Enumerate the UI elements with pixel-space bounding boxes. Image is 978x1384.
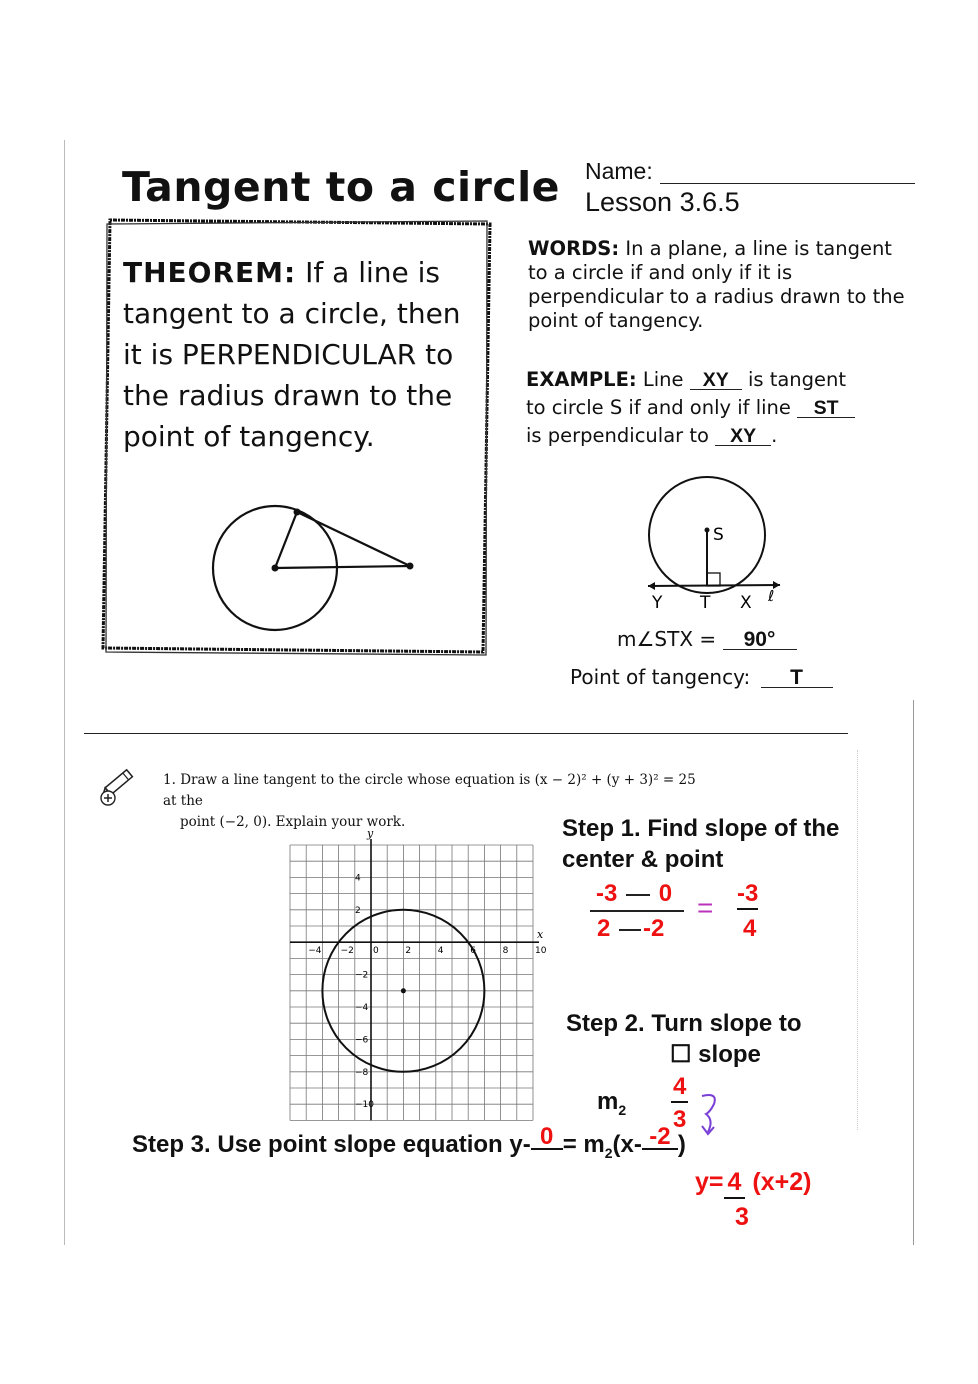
step1-denominator xyxy=(597,915,664,943)
answer-prefix: y= xyxy=(695,1168,724,1196)
graph-grid xyxy=(290,845,533,1120)
step1-result-num: -3 xyxy=(737,880,758,910)
step1-n2: 0 xyxy=(658,880,673,907)
right-border xyxy=(913,700,914,1245)
step3-blank-1[interactable]: 0 xyxy=(531,1126,563,1150)
step1-line-2: center & point xyxy=(562,846,724,873)
x-tick-label: 2 xyxy=(405,946,412,957)
step3-mid-2: (x- xyxy=(612,1131,642,1158)
step3-sub: 2 xyxy=(604,1144,613,1161)
example-text-1: Line xyxy=(642,368,684,391)
angle-label: m∠STX = xyxy=(617,627,717,651)
tangency-label: Point of tangency: xyxy=(570,665,751,689)
y-tick-label: −10 xyxy=(355,1100,374,1111)
example-blank-1[interactable]: XY xyxy=(690,371,742,390)
example-blank-3[interactable]: XY xyxy=(715,427,771,446)
words-label: WORDS: xyxy=(528,237,620,260)
example-text-2: is tangent xyxy=(747,368,847,391)
tangency-dot xyxy=(294,509,301,516)
answer-post: (x+2) xyxy=(752,1168,812,1196)
step1-heading xyxy=(562,813,839,875)
step1-n1: -3 xyxy=(596,880,618,907)
tangent-line xyxy=(297,512,410,566)
answer-den: 3 xyxy=(735,1203,749,1231)
step2-m xyxy=(597,1088,626,1118)
theorem-body: If a line is tangent to a circle, then it is PERPENDICULAR to the radius drawn to the point of tangency. xyxy=(123,256,461,453)
step3-text xyxy=(132,1123,686,1161)
step2-m-letter: m xyxy=(597,1088,619,1115)
label-t: T xyxy=(700,593,711,613)
theorem-label: THEOREM: xyxy=(123,256,297,289)
lesson-label: Lesson 3.6.5 xyxy=(585,187,740,217)
secant-line xyxy=(275,566,410,568)
problem-number: 1. xyxy=(163,772,176,788)
answer-line xyxy=(695,1168,811,1199)
example-text-3: to circle S if and only if line xyxy=(526,396,791,419)
example-text-5: . xyxy=(771,424,778,447)
step3-blank-2[interactable]: -2 xyxy=(642,1126,678,1150)
x-tick-label: −4 xyxy=(308,946,322,957)
x-tick-label: 0 xyxy=(373,946,379,957)
name-field-line[interactable] xyxy=(660,183,915,184)
right-border-inner xyxy=(857,750,858,1130)
label-x: X xyxy=(740,593,752,613)
step1-line-1: Step 1. Find slope of the xyxy=(562,815,840,842)
graph-center-dot xyxy=(401,988,406,993)
step1-result-den: 4 xyxy=(743,915,757,942)
example-label: EXAMPLE: xyxy=(526,368,637,391)
words-body: In a plane, a line is tangent to a circle if and only if it is perpendicular to a radius drawn to the point of tangency. xyxy=(528,237,905,332)
label-s: S xyxy=(713,525,724,545)
example-diagram xyxy=(640,475,790,615)
step2-num: 4 xyxy=(671,1073,688,1103)
step2-heading xyxy=(566,1008,802,1070)
angle-blank[interactable]: 90° xyxy=(723,631,797,650)
step1-d2: -2 xyxy=(643,915,665,942)
step1-fraction-bar xyxy=(590,910,684,912)
label-y: Y xyxy=(652,593,663,613)
external-dot xyxy=(407,563,414,570)
page-title: Tangent to a circle xyxy=(122,163,560,211)
y-axis-label: y xyxy=(367,830,374,840)
example-text-4: is perpendicular to xyxy=(526,424,709,447)
step2-den: 3 xyxy=(673,1106,687,1133)
x-tick-label: 4 xyxy=(437,946,444,957)
y-tick-label: 2 xyxy=(355,905,361,916)
coordinate-graph xyxy=(280,830,570,1130)
y-tick-label: −6 xyxy=(355,1035,369,1046)
right-angle-mark xyxy=(707,573,720,586)
center-dot xyxy=(272,565,279,572)
left-border xyxy=(64,140,65,1245)
graph-axes xyxy=(290,839,539,1120)
step1-d1: 2 xyxy=(597,915,611,942)
step3-end: ) xyxy=(677,1131,686,1158)
problem-line-1: Draw a line tangent to the circle whose equation is (x − 2)² + (y + 3)² = 25 at the xyxy=(163,772,696,809)
tangency-row xyxy=(570,665,833,689)
theorem-diagram xyxy=(205,500,435,650)
y-tick-label: −8 xyxy=(355,1067,369,1078)
graph-tick-labels xyxy=(308,873,547,1110)
center-s-dot xyxy=(705,528,710,533)
x-tick-label: 10 xyxy=(535,946,547,957)
answer-num: 4 xyxy=(724,1168,746,1199)
words-definition xyxy=(528,237,908,333)
x-tick-label: −2 xyxy=(340,946,354,957)
step2-m-sub: 2 xyxy=(618,1101,627,1118)
x-tick-label: 8 xyxy=(502,946,509,957)
step2-line-2: ☐ slope xyxy=(670,1041,761,1068)
y-tick-label: −4 xyxy=(355,1003,369,1013)
step1-equals: = xyxy=(697,892,714,923)
arrow-left-icon xyxy=(648,582,655,590)
x-tick-label: 6 xyxy=(470,946,476,957)
step2-line-1: Step 2. Turn slope to xyxy=(566,1010,802,1037)
arrow-annotation-icon xyxy=(696,1090,726,1142)
angle-row xyxy=(617,627,797,651)
label-l: ℓ xyxy=(768,587,775,605)
x-axis-label: x xyxy=(537,928,544,942)
theorem-text xyxy=(123,252,483,457)
y-tick-label: 4 xyxy=(355,873,361,884)
step3-label: Step 3. Use point slope equation y- xyxy=(132,1131,531,1158)
name-label: Name: xyxy=(585,158,653,184)
section-divider xyxy=(84,733,848,734)
tangency-blank[interactable]: T xyxy=(761,669,833,688)
problem-line-2: point (−2, 0). Explain your work. xyxy=(180,814,406,830)
radius-line xyxy=(275,512,297,568)
pencil-icon xyxy=(98,764,140,808)
step3-mid: = m xyxy=(562,1131,605,1158)
y-tick-label: −2 xyxy=(355,970,369,981)
example-block xyxy=(526,366,906,450)
step1-numerator xyxy=(596,880,672,908)
example-blank-2[interactable]: ST xyxy=(797,399,855,418)
